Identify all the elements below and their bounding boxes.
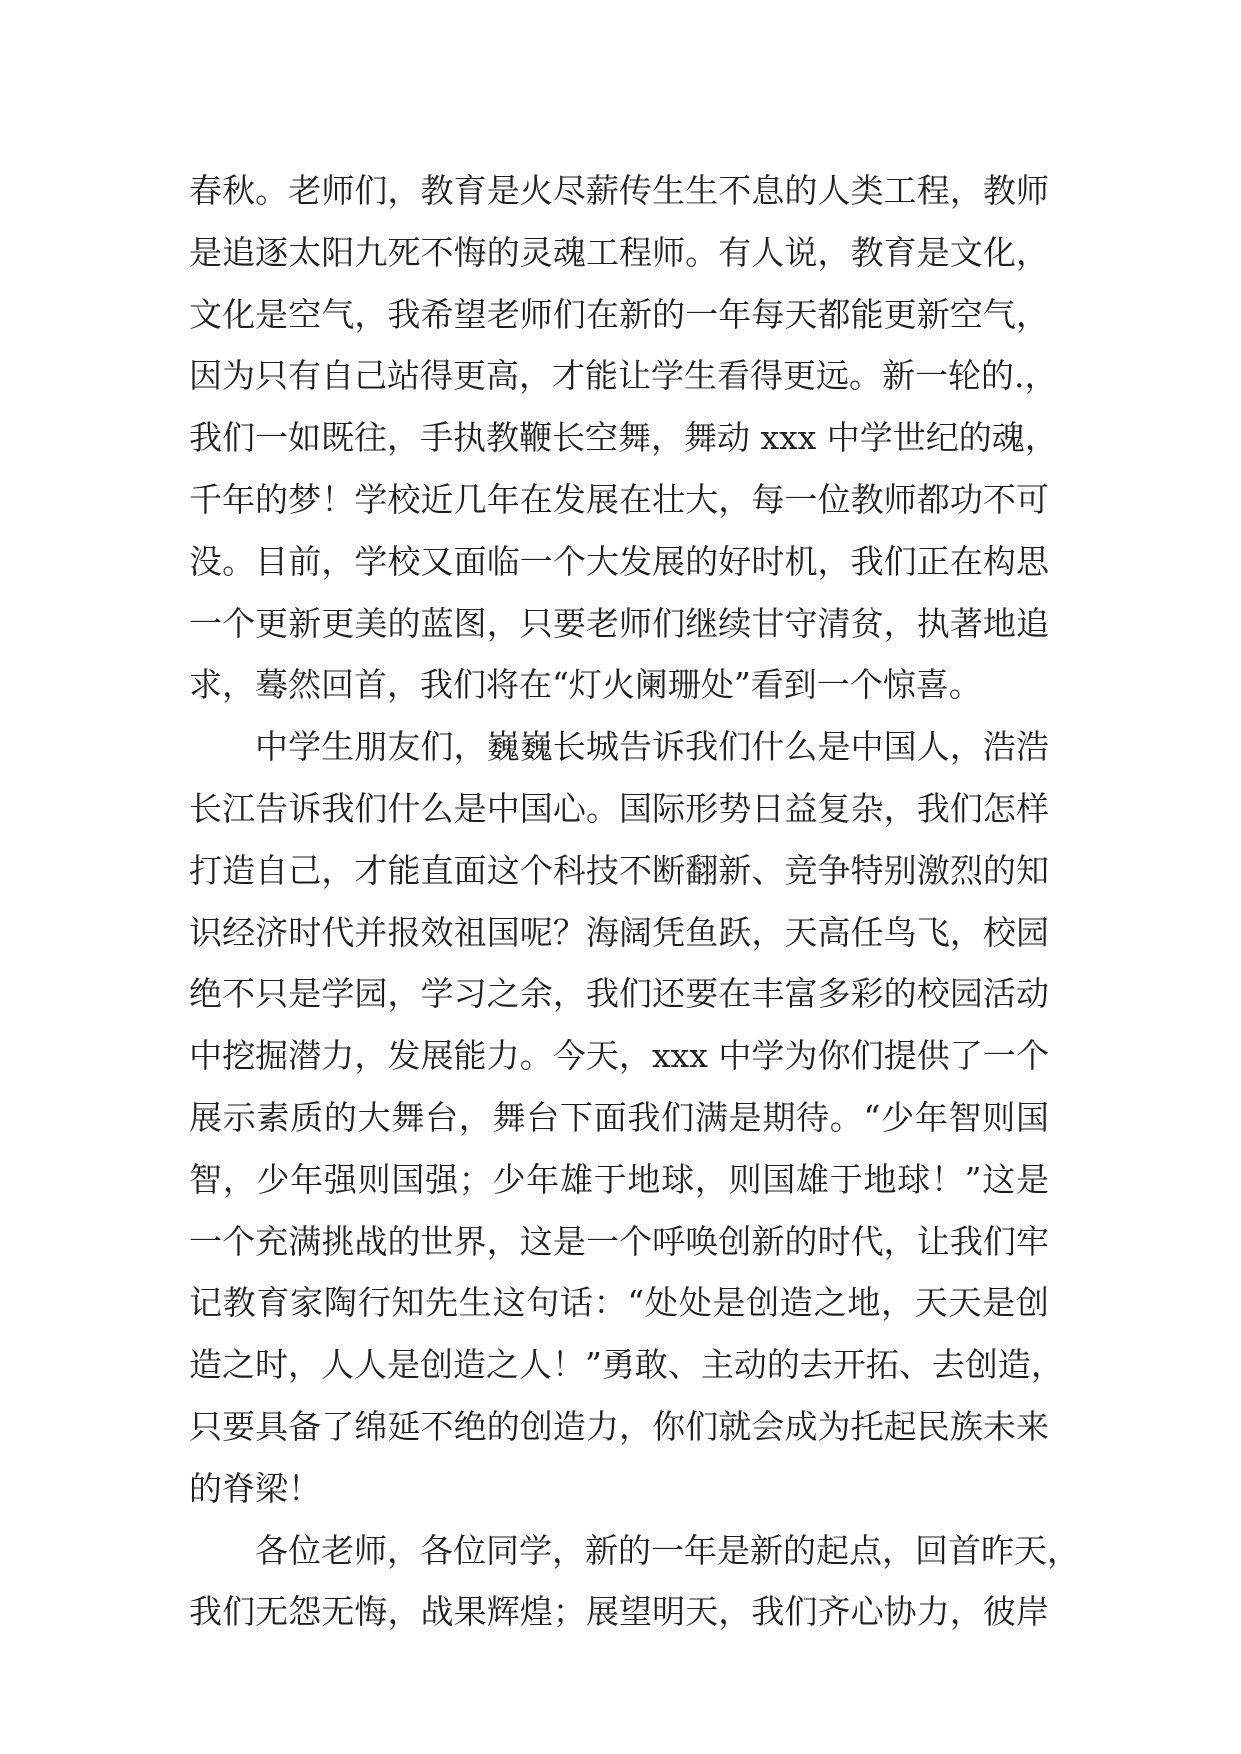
- text-line: 文化是空气，我希望老师们在新的一年每天都能更新空气，: [189, 294, 1049, 334]
- text-line: 中挖掘潜力，发展能力。今天，xxx 中学为你们提供了一个: [189, 1036, 1049, 1076]
- text-line: 一个更新更美的蓝图，只要老师们继续甘守清贫，执著地追: [189, 603, 1049, 643]
- text-line: 春秋。老师们，教育是火尽薪传生生不息的人类工程，教师: [189, 171, 1049, 210]
- text-line: 一个充满挑战的世界，这是一个呼唤创新的时代，让我们牢: [189, 1221, 1049, 1261]
- text-line: 识经济时代并报效祖国呢？海阔凭鱼跃，天高任鸟飞，校园: [189, 912, 1049, 952]
- text-line: 展示素质的大舞台，舞台下面我们满是期待。“少年智则国: [189, 1097, 1049, 1137]
- text-line: 各位老师，各位同学，新的一年是新的起点，回首昨天，: [255, 1530, 1080, 1570]
- text-line: 的脊梁！: [189, 1468, 321, 1508]
- text-line: 没。目前，学校又面临一个大发展的好时机，我们正在构思: [189, 541, 1049, 581]
- body-text: [189, 160, 1080, 1643]
- text-line: 绝不只是学园，学习之余，我们还要在丰富多彩的校园活动: [189, 974, 1049, 1014]
- paragraph-2: [189, 716, 1064, 1519]
- paragraph-3: [189, 1520, 1080, 1644]
- text-line: 中学生朋友们，巍巍长城告诉我们什么是中国人，浩浩: [255, 727, 1049, 767]
- text-line: 长江告诉我们什么是中国心。国际形势日益复杂，我们怎样: [189, 788, 1049, 828]
- text-line: 千年的梦！学校近几年在发展在壮大，每一位教师都功不可: [189, 479, 1049, 519]
- text-line: 造之时，人人是创造之人！”勇敢、主动的去开拓、去创造，: [189, 1345, 1064, 1385]
- text-line: 打造自己，才能直面这个科技不断翻新、竞争特别激烈的知: [189, 850, 1049, 890]
- text-line: 求，蓦然回首，我们将在“灯火阑珊处”看到一个惊喜。: [189, 665, 982, 705]
- text-line: 记教育家陶行知先生这句话：“处处是创造之地，天天是创: [189, 1283, 1049, 1323]
- text-line: 是追逐太阳九死不悔的灵魂工程师。有人说，教育是文化，: [189, 232, 1049, 272]
- text-line: 因为只有自己站得更高，才能让学生看得更远。新一轮的.，: [189, 356, 1058, 396]
- text-line: 我们一如既往，手执教鞭长空舞，舞动 xxx 中学世纪的魂，: [189, 418, 1058, 458]
- paragraph-1: [189, 160, 1058, 716]
- text-line: 只要具备了绵延不绝的创造力，你们就会成为托起民族未来: [189, 1406, 1049, 1446]
- text-line: 我们无怨无悔，战果辉煌；展望明天，我们齐心协力，彼岸: [189, 1592, 1049, 1632]
- text-line: 智，少年强则国强；少年雄于地球，则国雄于地球！”这是: [189, 1159, 1049, 1199]
